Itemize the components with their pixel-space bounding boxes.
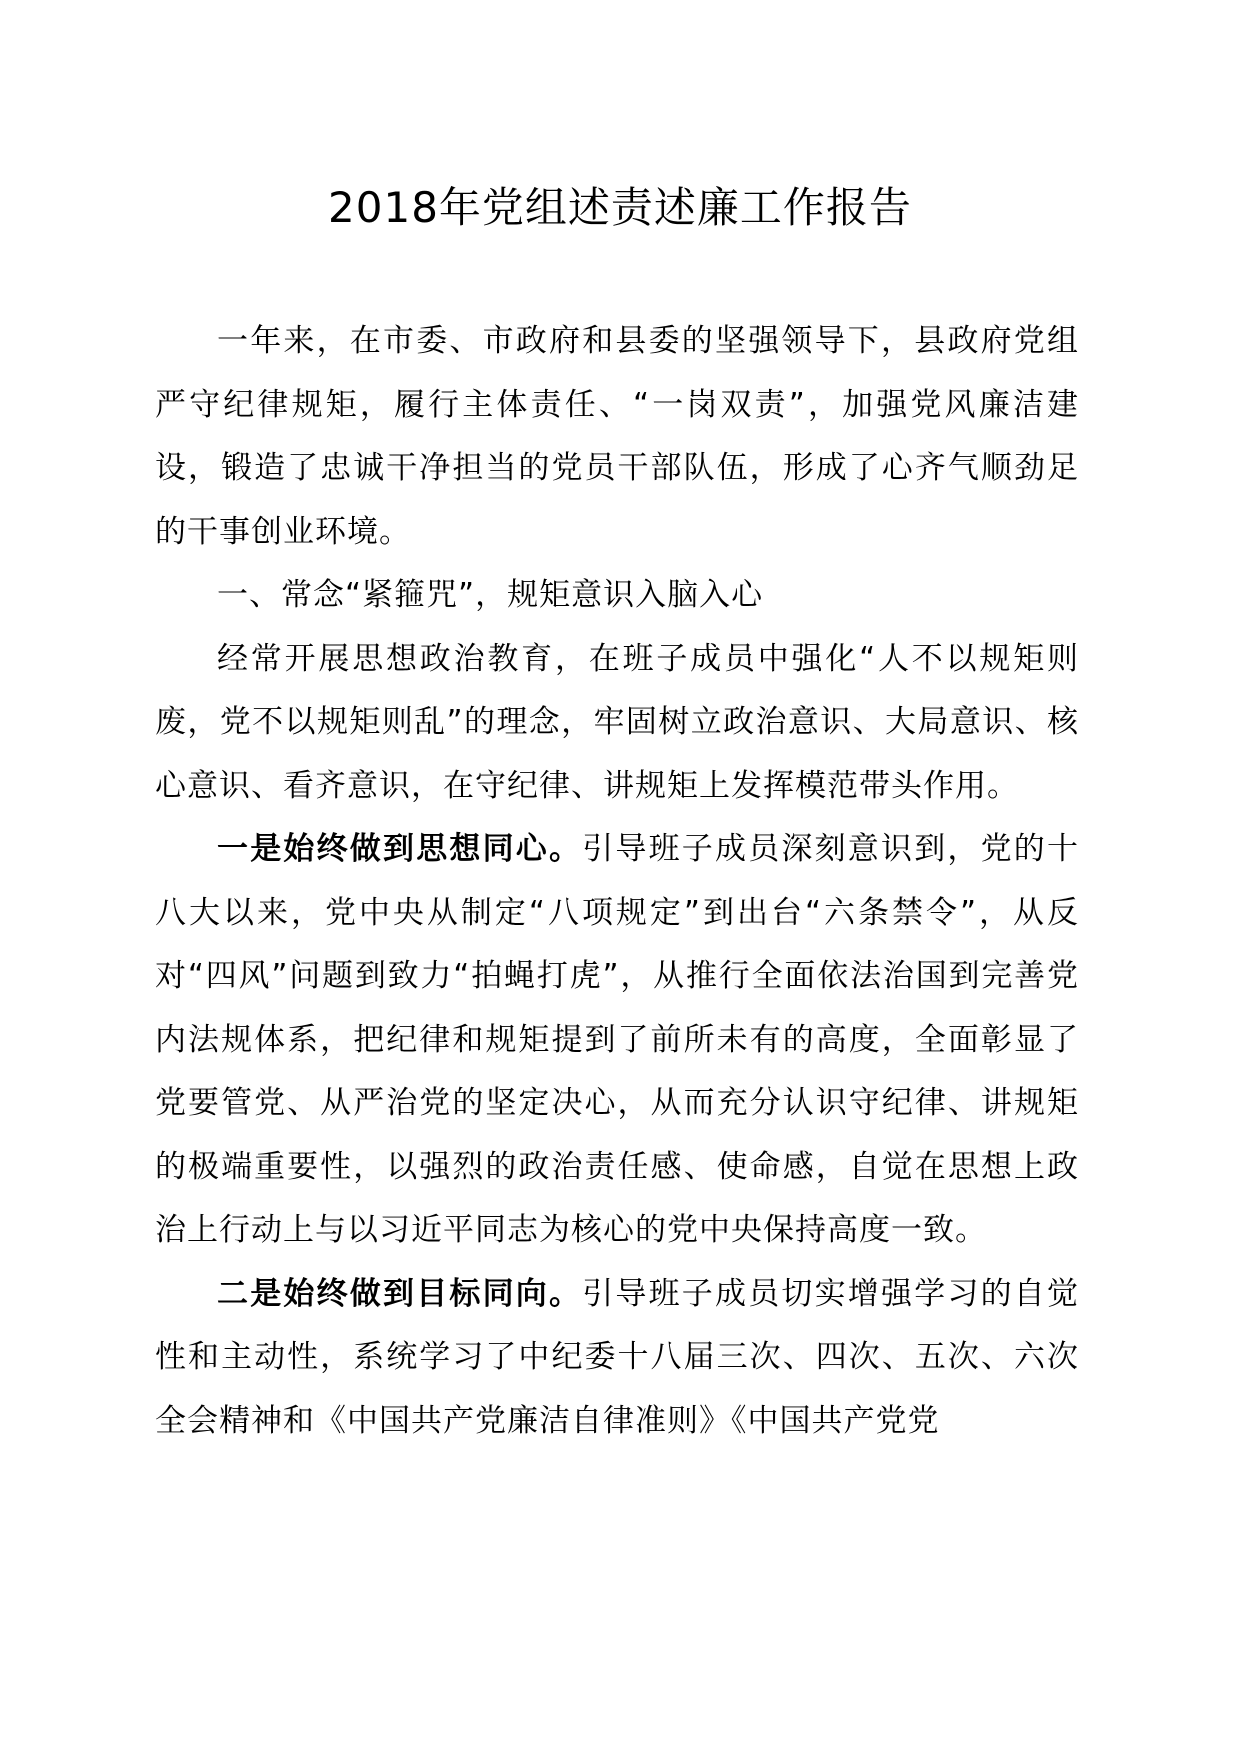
point-2-lead: 二是始终做到目标同向。 [217, 1275, 583, 1312]
paragraph-intro [155, 310, 1079, 564]
paragraph-section-1 [155, 628, 1079, 819]
point-2-text: 引导班子成员切实增强学习的自觉性和主动性，系统学习了中纪委十八届三次、四次、五次、六次全会精神和《中国共产党廉洁自律准则》《中国共产党党 [155, 1275, 1080, 1439]
point-1-lead: 一是始终做到思想同心。 [217, 831, 583, 867]
paragraph-point-2 [155, 1263, 1079, 1454]
paragraph-intro-text: 一年来，在市委、市政府和县委的坚强领导下，县政府党组严守纪律规矩，履行主体责任、“一岗双责”，加强党风廉洁建设，锻造了忠诚干净担当的党员干部队伍，形成了心齐气顺劲足的干事创业环境。 [155, 323, 1079, 550]
document-title: 2018年党组述责述廉工作报告 [328, 183, 912, 232]
document-body [155, 310, 1079, 1453]
section-heading-1 [155, 564, 1079, 628]
paragraph-section-1-text: 经常开展思想政治教育，在班子成员中强化“人不以规矩则废，党不以规矩则乱”的理念，牢固树立政治意识、大局意识、核心意识、看齐意识，在守纪律、讲规矩上发挥模范带头作用。 [155, 640, 1079, 804]
point-1-text: 引导班子成员深刻意识到，党的十八大以来，党中央从制定“八项规定”到出台“六条禁令”，从反对“四风”问题到致力“拍蝇打虎”，从推行全面依法治国到完善党内法规体系，把纪律和规矩提到了前所未有的高度，全面彰显了党要管党、从严治党的坚定决心，从而充分认识守纪律、讲规矩的极端重要性，以强烈的政治责任感、使命感，自觉在思想上政治上行动上与以习近平同志为核心的党中央保持高度一致。 [155, 831, 1080, 1248]
paragraph-point-1 [155, 818, 1079, 1263]
section-heading-1-text: 一、常念“紧箍咒”，规矩意识入脑入心 [217, 577, 764, 613]
